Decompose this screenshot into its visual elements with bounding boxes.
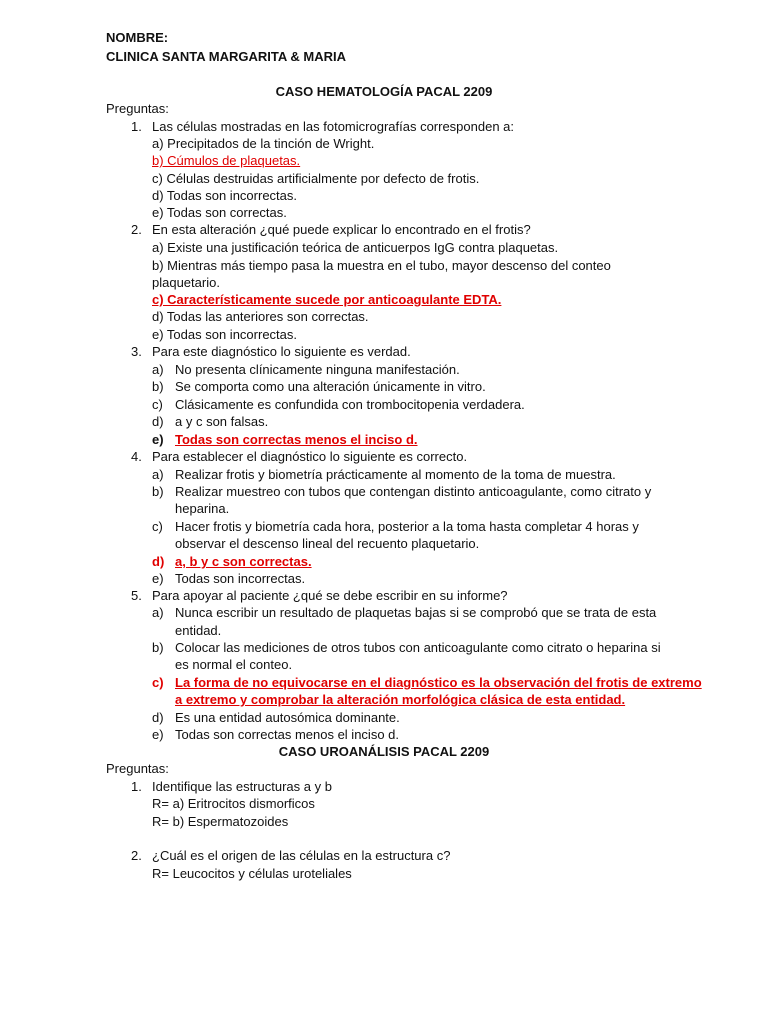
q5-option-c-answer: La forma de no equivocarse en el diagnóstico es la observación del frotis de extremo xyxy=(175,675,702,690)
q2-option-c-answer: c) Característicamente sucede por anticoagulante EDTA. xyxy=(152,292,502,307)
q1-option-d: d) Todas son incorrectas. xyxy=(152,188,297,203)
q2-option-b-cont: plaquetario. xyxy=(152,275,220,290)
q3-option-e-answer: Todas son correctas menos el inciso d. xyxy=(175,432,418,447)
q5-option-a-letter: a) xyxy=(152,605,164,620)
q2-number: 2. xyxy=(131,222,142,237)
q4-option-d-letter: d) xyxy=(152,554,165,569)
q3-option-c: Clásicamente es confundida con trombocitopenia verdadera. xyxy=(175,397,525,412)
q4-text: Para establecer el diagnóstico lo siguiente es correcto. xyxy=(152,449,468,464)
q2-option-a: a) Existe una justificación teórica de anticuerpos IgG contra plaquetas. xyxy=(152,240,559,255)
q2-text: En esta alteración ¿qué puede explicar lo encontrado en el frotis? xyxy=(152,222,531,237)
q3-option-a-letter: a) xyxy=(152,362,164,377)
q5-option-a: Nunca escribir un resultado de plaquetas bajas si se comprobó que se trata de esta xyxy=(175,605,657,620)
uro-title: CASO UROANÁLISIS PACAL 2209 xyxy=(278,744,490,759)
q5-option-c-answer-cont: a extremo y comprobar la alteración morfológica clásica de esta entidad. xyxy=(175,692,626,707)
hema-title: CASO HEMATOLOGÍA PACAL 2209 xyxy=(275,84,493,99)
uro-q1-text: Identifique las estructuras a y b xyxy=(152,779,332,794)
q4-option-d-answer: a, b y c son correctas. xyxy=(175,554,312,569)
q5-number: 5. xyxy=(131,588,142,603)
q5-option-c-letter: c) xyxy=(152,675,164,690)
nombre-label: NOMBRE: xyxy=(106,30,169,45)
q4-option-b-letter: b) xyxy=(152,484,164,499)
q4-option-c-letter: c) xyxy=(152,519,163,534)
q3-option-c-letter: c) xyxy=(152,397,163,412)
q5-option-b: Colocar las mediciones de otros tubos con anticoagulante como citrato o heparina si xyxy=(175,640,661,655)
q5-text: Para apoyar al paciente ¿qué se debe escribir en su informe? xyxy=(152,588,508,603)
q2-option-d: d) Todas las anteriores son correctas. xyxy=(152,309,369,324)
q4-option-b: Realizar muestreo con tubos que contengan distinto anticoagulante, como citrato y xyxy=(175,484,652,499)
q4-option-c: Hacer frotis y biometría cada hora, posterior a la toma hasta completar 4 horas y xyxy=(175,519,639,534)
uro-q2-answer: R= Leucocitos y células uroteliales xyxy=(152,866,352,881)
q3-option-d-letter: d) xyxy=(152,414,164,429)
q1-option-e: e) Todas son correctas. xyxy=(152,205,287,220)
uro-q1-answer-b: R= b) Espermatozoides xyxy=(152,814,289,829)
q5-option-b-cont: es normal el conteo. xyxy=(175,657,293,672)
q5-option-e-letter: e) xyxy=(152,727,164,742)
uro-q1-number: 1. xyxy=(131,779,142,794)
q4-option-c-cont: observar el descenso lineal del recuento plaquetario. xyxy=(175,536,480,551)
q4-option-a-letter: a) xyxy=(152,467,164,482)
uro-q1-answer-a: R= a) Eritrocitos dismorficos xyxy=(152,796,315,811)
q3-option-e-letter: e) xyxy=(152,432,164,447)
q1-option-c: c) Células destruidas artificialmente por defecto de frotis. xyxy=(152,171,480,186)
q5-option-e: Todas son correctas menos el inciso d. xyxy=(175,727,399,742)
hema-preguntas-label: Preguntas: xyxy=(106,101,169,116)
clinic-name: CLINICA SANTA MARGARITA & MARIA xyxy=(106,49,346,64)
q4-number: 4. xyxy=(131,449,142,464)
uro-preguntas-label: Preguntas: xyxy=(106,761,169,776)
q4-option-a: Realizar frotis y biometría prácticamente al momento de la toma de muestra. xyxy=(175,467,616,482)
uro-q2-text: ¿Cuál es el origen de las células en la estructura c? xyxy=(152,848,451,863)
q5-option-b-letter: b) xyxy=(152,640,164,655)
q3-option-a: No presenta clínicamente ninguna manifestación. xyxy=(175,362,460,377)
q3-text: Para este diagnóstico lo siguiente es verdad. xyxy=(152,344,411,359)
q5-option-d: Es una entidad autosómica dominante. xyxy=(175,710,400,725)
q1-option-b-answer: b) Cúmulos de plaquetas. xyxy=(152,153,301,168)
q5-option-d-letter: d) xyxy=(152,710,164,725)
q1-text: Las células mostradas en las fotomicrografías corresponden a: xyxy=(152,119,515,134)
q4-option-e-letter: e) xyxy=(152,571,164,586)
q3-option-b-letter: b) xyxy=(152,379,164,394)
q3-option-b: Se comporta como una alteración únicamente in vitro. xyxy=(175,379,486,394)
q5-option-a-cont: entidad. xyxy=(175,623,222,638)
q3-number: 3. xyxy=(131,344,142,359)
q1-number: 1. xyxy=(131,119,142,134)
q3-option-d: a y c son falsas. xyxy=(175,414,269,429)
q2-option-e: e) Todas son incorrectas. xyxy=(152,327,297,342)
uro-q2-number: 2. xyxy=(131,848,142,863)
q4-option-e: Todas son incorrectas. xyxy=(175,571,306,586)
q1-option-a: a) Precipitados de la tinción de Wright. xyxy=(152,136,375,151)
q4-option-b-cont: heparina. xyxy=(175,501,230,516)
q2-option-b: b) Mientras más tiempo pasa la muestra en el tubo, mayor descenso del conteo xyxy=(152,258,611,273)
